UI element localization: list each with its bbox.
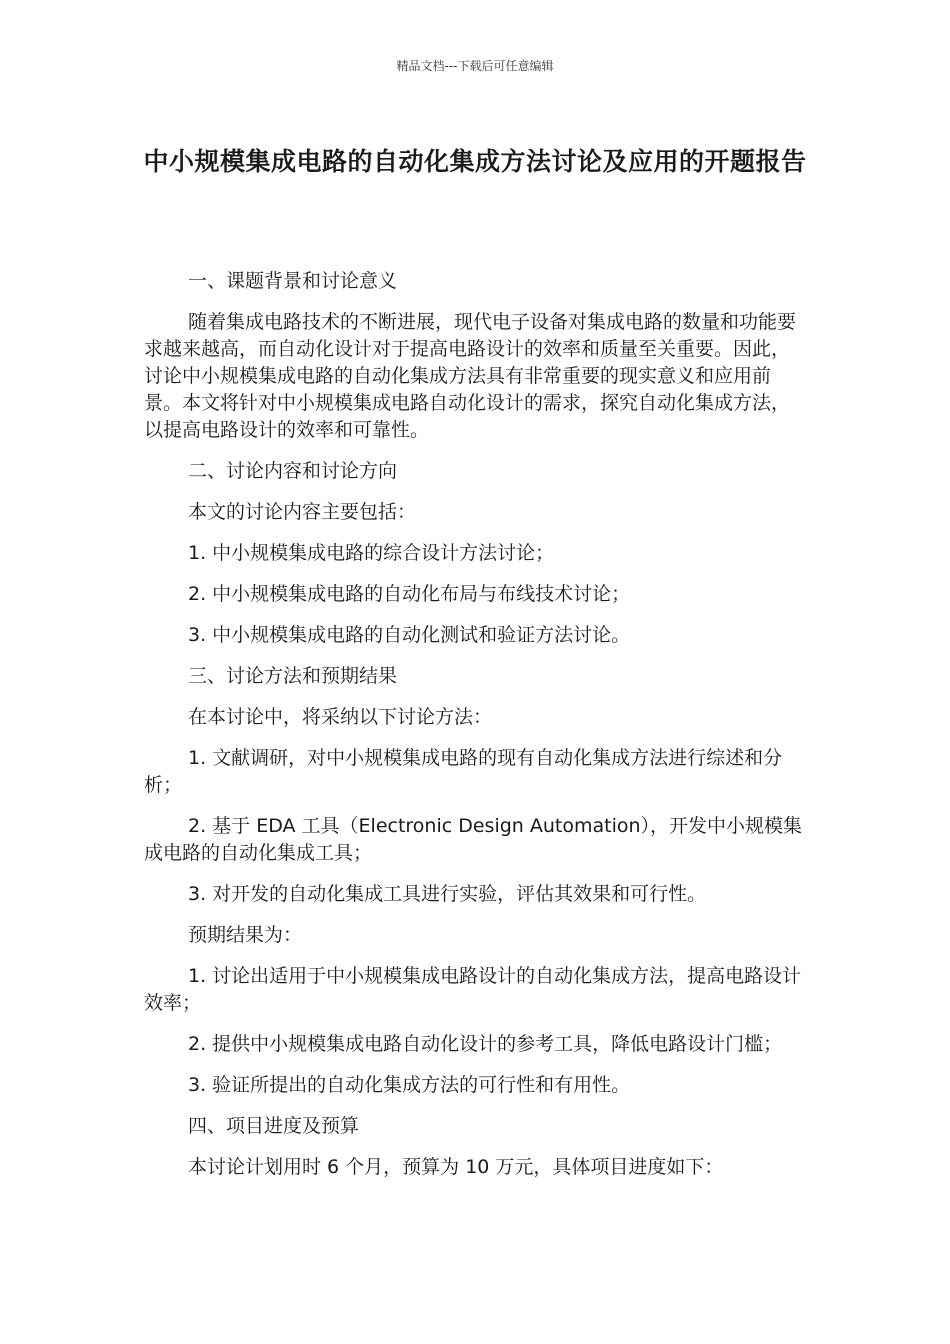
- section-heading-2: 二、讨论内容和讨论方向: [188, 460, 398, 482]
- list-item: 1. 讨论出适用于中小规模集成电路设计的自动化集成方法，提高电路设计效率；: [144, 965, 802, 1014]
- list-item: 1. 中小规模集成电路的综合设计方法讨论；: [188, 542, 555, 564]
- paragraph-background: 随着集成电路技术的不断进展，现代电子设备对集成电路的数量和功能要求越来越高，而自动化设计对于提高电路设计的效率和质量至关重要。因此，讨论中小规模集成电路的自动化集成方法具有非常重要的现实意义和应用前景。本文将针对中小规模集成电路自动化设计的需求，探究自动化集成方法，以提高电路设计的效率和可靠性。: [144, 311, 797, 441]
- paragraph-schedule: 本讨论计划用时 6 个月，预算为 10 万元，具体项目进度如下：: [188, 1156, 724, 1178]
- document-body: [144, 268, 808, 1195]
- list-item: 1. 文献调研，对中小规模集成电路的现有自动化集成方法进行综述和分析；: [144, 747, 783, 796]
- paragraph-expected-intro: 预期结果为：: [188, 924, 303, 946]
- section-heading-3: 三、讨论方法和预期结果: [188, 665, 398, 687]
- list-item: 3. 验证所提出的自动化集成方法的可行性和有用性。: [188, 1074, 631, 1096]
- header-note: 精品文档---下载后可任意编辑: [396, 59, 554, 73]
- list-item: 3. 中小规模集成电路的自动化测试和验证方法讨论。: [188, 624, 631, 646]
- section-heading-4: 四、项目进度及预算: [188, 1115, 360, 1137]
- list-item: 3. 对开发的自动化集成工具进行实验，评估其效果和可行性。: [188, 883, 707, 905]
- paragraph-method-intro: 在本讨论中，将采纳以下讨论方法：: [188, 706, 493, 728]
- paragraph-content-intro: 本文的讨论内容主要包括：: [188, 501, 417, 523]
- section-heading-1: 一、课题背景和讨论意义: [188, 270, 398, 292]
- list-item: 2. 基于 EDA 工具（Electronic Design Automation），开发中小规模集成电路的自动化集成工具；: [144, 815, 803, 864]
- list-item: 2. 提供中小规模集成电路自动化设计的参考工具，降低电路设计门槛；: [188, 1033, 783, 1055]
- document-title: 中小规模集成电路的自动化集成方法讨论及应用的开题报告: [143, 147, 807, 176]
- list-item: 2. 中小规模集成电路的自动化布局与布线技术讨论；: [188, 583, 631, 605]
